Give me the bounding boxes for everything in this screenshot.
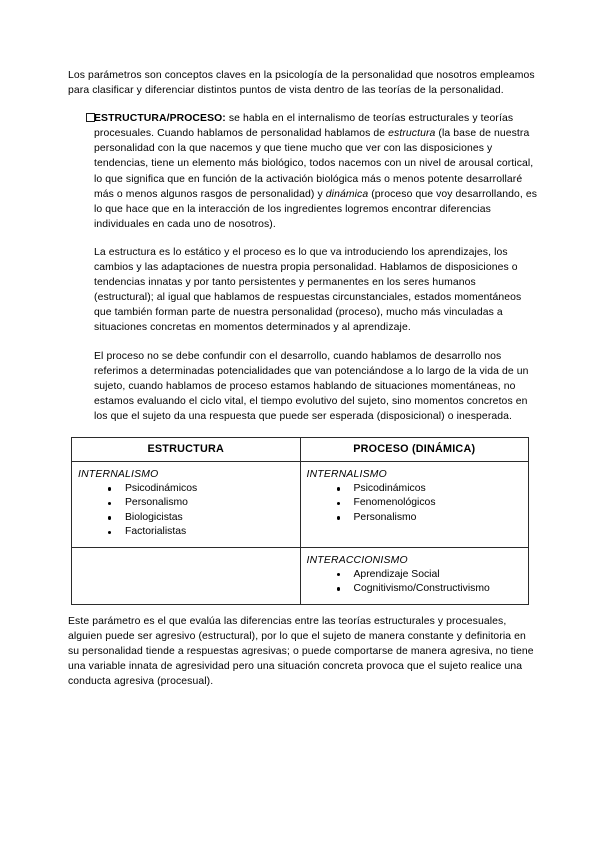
- cell-title: INTERACCIONISMO: [306, 554, 408, 566]
- cell-list: [307, 568, 525, 597]
- list-item: Aprendizaje Social: [337, 568, 525, 582]
- indented-paragraph-group: [68, 245, 538, 424]
- cell-estructura-empty: [72, 547, 301, 604]
- list-item: Personalismo: [337, 511, 525, 525]
- list-item-text-1: se habla en el internalismo de teorías estructurales y teorías procesuales. Cuando hablamos de personalidad hablamos de: [94, 113, 514, 140]
- cell-proceso-interaccionismo: [300, 547, 529, 604]
- list-item: Cognitivismo/Constructivismo: [337, 582, 525, 596]
- list-item-text-2: (la base de nuestra personalidad con la que nacemos y que tiene mucho que ver con las disposiciones y tendencias, tiene un elemento más biológico, todos nacemos con un nivel de arousal cortical, lo que significa que en función de la activación biológica más o menos potente desarrollaré más o menos algunos rasgos de personalidad) y: [94, 128, 534, 200]
- cell-estructura-internalismo: [72, 461, 301, 547]
- emphasis-estructura: estructura: [388, 128, 436, 140]
- list-item: Psicodinámicos: [337, 482, 525, 496]
- cell-proceso-internalismo: [300, 461, 529, 547]
- checkbox-empty-square-icon: [86, 113, 95, 122]
- cell-title: INTERNALISMO: [78, 468, 159, 480]
- column-header-proceso: PROCESO (DINÁMICA): [300, 437, 529, 461]
- emphasis-dinamica: dinámica: [325, 188, 369, 200]
- table-header: [72, 437, 529, 461]
- list-item: Fenomenológicos: [337, 496, 525, 510]
- paragraph-proceso-desarrollo: El proceso no se debe confundir con el desarrollo, cuando hablamos de desarrollo nos referimos a determinadas potencialidades que van potenciándose a lo largo de la vida de un sujeto, cuando hablamos de proceso estamos hablando de situaciones momentáneas, no estamos evaluando el ciclo vital, el tiempo evolutivo del sujeto, sino momentos concretos en los que el sujeto da una respuesta que puede ser esperada (disposicional) o inesperada.: [94, 350, 529, 422]
- list-item: Personalismo: [108, 496, 296, 510]
- table-body: [72, 461, 529, 604]
- list-item: Biologicistas: [108, 511, 296, 525]
- cell-list: [307, 482, 525, 525]
- list-item: Psicodinámicos: [108, 482, 296, 496]
- paragraph-estructura-proceso: La estructura es lo estático y el proceso es lo que va introduciendo los aprendizajes, los cambios y las adaptaciones de nuestra propia personalidad. Hablamos de disposiciones o tendencias innatas y por tanto persistentes y permanentes en los seres humanos (estructural); al igual que hablamos de respuestas circunstanciales, estados momentáneos que también forman parte de nuestra personalidad (proceso), mucho más vinculadas a situaciones concretas en momentos determinados y al aprendizaje.: [94, 246, 522, 334]
- list-item-body: [94, 111, 538, 232]
- cell-list: [78, 482, 296, 540]
- list-item-text-3: (proceso que voy desarrollando, es lo que hace que en la interacción de los ingredientes logremos encontrar diferencias individuales en cada uno de nosotros).: [94, 188, 538, 230]
- table-header-row: [72, 437, 529, 461]
- list-item-estructura-proceso: [68, 111, 538, 232]
- column-header-estructura: ESTRUCTURA: [72, 437, 301, 461]
- list-item: Factorialistas: [108, 525, 296, 539]
- table-row: [72, 461, 529, 547]
- table-row: [72, 547, 529, 604]
- cell-title: INTERNALISMO: [306, 468, 387, 480]
- closing-paragraph: Este parámetro es el que evalúa las diferencias entre las teorías estructurales y procesuales, alguien puede ser agresivo (estructural), por lo que el sujeto de manera constante y definitoria en su personalidad tiende a respuestas agresivas; o puede comportarse de manera agresiva, no tiene una variable innata de agresividad pero una situación concreta provoca que el sujeto realice una conducta agresiva (procesual).: [68, 615, 534, 687]
- comparison-table: [71, 437, 529, 605]
- intro-paragraph: Los parámetros son conceptos claves en la psicología de la personalidad que nosotros empleamos para clasificar y diferenciar distintos puntos de vista dentro de las teorías de la personalidad.: [68, 70, 535, 97]
- list-item-heading: ESTRUCTURA/PROCESO:: [94, 113, 226, 125]
